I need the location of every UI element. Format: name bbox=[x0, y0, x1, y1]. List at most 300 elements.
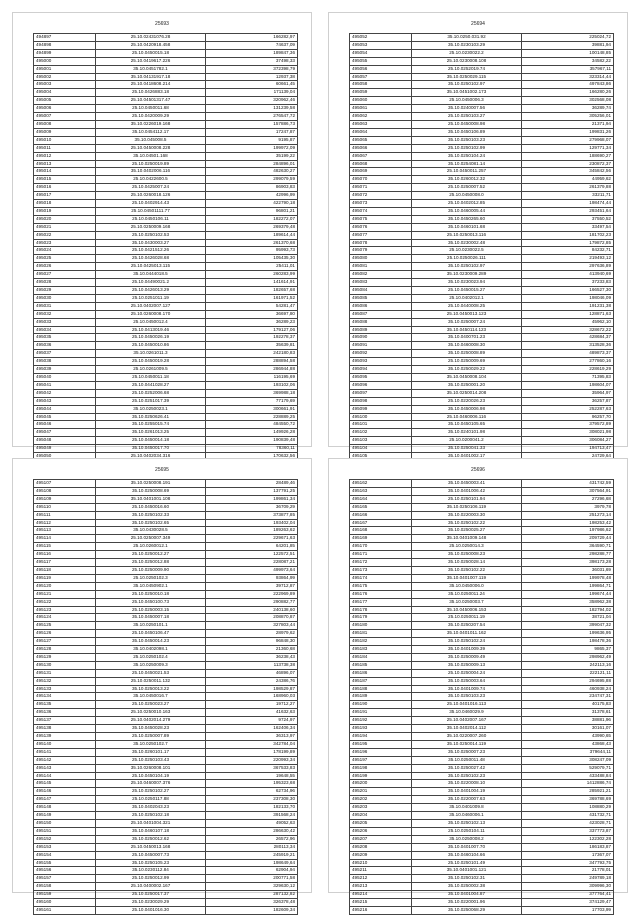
table-row bbox=[350, 397, 614, 405]
amount-cell: 198529,87 bbox=[206, 685, 298, 693]
row-number-cell: 495206 bbox=[350, 827, 412, 835]
amount-cell: 242180,83 bbox=[206, 350, 298, 358]
amount-cell: 42996,99 bbox=[206, 192, 298, 200]
table-row bbox=[350, 812, 614, 820]
account-code-cell: 25.10.0250007.52 bbox=[412, 184, 522, 192]
amount-cell: 391568,24 bbox=[206, 812, 298, 820]
page-header: 25694 bbox=[471, 21, 485, 27]
table-row bbox=[34, 73, 298, 81]
amount-cell: 398173,28 bbox=[522, 559, 614, 567]
table-row bbox=[350, 263, 614, 271]
table-row bbox=[350, 693, 614, 701]
account-code-cell: 35.10.0261011.3 bbox=[96, 350, 206, 358]
row-number-cell: 495161 bbox=[34, 906, 96, 914]
amount-cell: 198253,42 bbox=[522, 519, 614, 527]
table-row bbox=[350, 405, 614, 413]
row-number-cell: 495159 bbox=[34, 891, 96, 899]
page-header: 25696 bbox=[471, 467, 485, 473]
row-number-cell: 495201 bbox=[350, 788, 412, 796]
amount-cell: 17367,07 bbox=[522, 851, 614, 859]
row-number-cell: 495103 bbox=[350, 437, 412, 445]
table-row bbox=[350, 358, 614, 366]
account-code-cell: 35.10.0250007.23 bbox=[412, 748, 522, 756]
table-row bbox=[34, 81, 298, 89]
row-number-cell: 495185 bbox=[350, 661, 412, 669]
row-number-cell: 495099 bbox=[350, 405, 412, 413]
row-number-cell: 495054 bbox=[350, 49, 412, 57]
account-code-cell: 25.10.0250102.3 bbox=[96, 574, 206, 582]
table-row bbox=[34, 437, 298, 445]
amount-cell: 276547,72 bbox=[206, 113, 298, 121]
row-number-cell: 495196 bbox=[350, 748, 412, 756]
account-code-cell: 35.10.0402098.1 bbox=[96, 646, 206, 654]
amount-cell: 36257,87 bbox=[522, 397, 614, 405]
amount-cell: 78360,11 bbox=[206, 445, 298, 453]
table-row bbox=[350, 891, 614, 899]
amount-cell: 237308,30 bbox=[206, 796, 298, 804]
account-code-cell: 35.10.0220003.30 bbox=[412, 511, 522, 519]
amount-cell: 131239,58 bbox=[206, 105, 298, 113]
amount-cell: 297636,89 bbox=[522, 263, 614, 271]
amount-cell: 242113,16 bbox=[522, 661, 614, 669]
account-code-cell: 25.10.0250104.11 bbox=[412, 827, 522, 835]
amount-cell: 302568,08 bbox=[522, 97, 614, 105]
row-number-cell: 495188 bbox=[350, 685, 412, 693]
row-number-cell: 495064 bbox=[350, 128, 412, 136]
row-number-cell: 495040 bbox=[34, 373, 96, 381]
row-number-cell: 495096 bbox=[350, 381, 412, 389]
row-number-cell: 495001 bbox=[34, 65, 96, 73]
account-code-cell: 35.10.0250029.115 bbox=[412, 73, 522, 81]
table-row bbox=[350, 827, 614, 835]
account-code-cell: 35.10.04131917.18 bbox=[96, 73, 206, 81]
amount-cell: 326378,48 bbox=[206, 899, 298, 907]
table-row bbox=[34, 646, 298, 654]
account-code-cell: 35.10.0250207.54 bbox=[412, 622, 522, 630]
table-row bbox=[350, 661, 614, 669]
table-row bbox=[34, 239, 298, 247]
account-code-cell: 25.10.0401016.30 bbox=[96, 906, 206, 914]
table-row bbox=[350, 310, 614, 318]
row-number-cell: 495120 bbox=[34, 582, 96, 590]
amount-cell: 24386,76 bbox=[206, 677, 298, 685]
account-code-cell: 25.10.0250004.24 bbox=[412, 669, 522, 677]
account-code-cell: 25.10.0230022.2 bbox=[412, 49, 522, 57]
amount-cell: 17703,99 bbox=[522, 906, 614, 914]
amount-cell: 39881,94 bbox=[522, 41, 614, 49]
account-code-cell: 35.10.0401006.42 bbox=[412, 487, 522, 495]
table-row bbox=[350, 527, 614, 535]
row-number-cell: 495088 bbox=[350, 318, 412, 326]
row-number-cell: 495152 bbox=[34, 835, 96, 843]
table-row bbox=[350, 899, 614, 907]
amount-cell: 489873,37 bbox=[522, 350, 614, 358]
table-row bbox=[34, 590, 298, 598]
amount-cell: 308021,98 bbox=[522, 429, 614, 437]
row-number-cell: 495176 bbox=[350, 590, 412, 598]
table-row bbox=[34, 709, 298, 717]
account-code-cell: 25.10.0402012.85 bbox=[412, 200, 522, 208]
account-code-cell: 35.10.0230103.29 bbox=[412, 41, 522, 49]
account-code-cell: 25.10.0250102.4 bbox=[96, 653, 206, 661]
row-number-cell: 495045 bbox=[34, 413, 96, 421]
table-row bbox=[350, 89, 614, 97]
table-row bbox=[350, 551, 614, 559]
row-number-cell: 495048 bbox=[34, 437, 96, 445]
account-code-cell: 25.10.0260018.126 bbox=[96, 192, 206, 200]
account-code-cell: 25.10.0450104.19 bbox=[96, 772, 206, 780]
row-number-cell: 495148 bbox=[34, 804, 96, 812]
account-code-cell: 35.10.0450006.0 bbox=[412, 582, 522, 590]
amount-cell: 35964,97 bbox=[522, 389, 614, 397]
amount-cell: 122572,51 bbox=[206, 551, 298, 559]
account-code-cell: 25.10.0450106.11 bbox=[96, 215, 206, 223]
row-number-cell: 495216 bbox=[350, 906, 412, 914]
row-number-cell: 495158 bbox=[34, 883, 96, 891]
row-number-cell: 495109 bbox=[34, 495, 96, 503]
amount-cell: 279968,07 bbox=[522, 136, 614, 144]
table-row bbox=[34, 358, 298, 366]
account-code-cell: 25.10.0425007.24 bbox=[96, 184, 206, 192]
row-number-cell: 495041 bbox=[34, 381, 96, 389]
account-code-cell: 35.10.0226019.168 bbox=[96, 120, 206, 128]
row-number-cell: 495210 bbox=[350, 859, 412, 867]
row-number-cell: 495021 bbox=[34, 223, 96, 231]
amount-cell: 3979,78 bbox=[522, 503, 614, 511]
amount-cell: 191231,38 bbox=[522, 302, 614, 310]
row-number-cell: 495211 bbox=[350, 867, 412, 875]
amount-cell: 529079,71 bbox=[522, 764, 614, 772]
row-number-cell: 495105 bbox=[350, 453, 412, 461]
amount-cell: 261379,88 bbox=[522, 184, 614, 192]
row-number-cell: 495117 bbox=[34, 559, 96, 567]
amount-cell: 373877,85 bbox=[206, 511, 298, 519]
amount-cell: 25411,01 bbox=[206, 263, 298, 271]
table-row bbox=[34, 105, 298, 113]
table-row bbox=[34, 144, 298, 152]
amount-cell: 228619,29 bbox=[522, 366, 614, 374]
row-number-cell: 495204 bbox=[350, 812, 412, 820]
row-number-cell: 495170 bbox=[350, 543, 412, 551]
table-row bbox=[350, 764, 614, 772]
account-code-cell: 25.10.0450013.123 bbox=[412, 310, 522, 318]
account-code-cell: 35.10.0250009.49 bbox=[412, 653, 522, 661]
account-code-cell: 35.10.0454112.17 bbox=[96, 128, 206, 136]
row-number-cell: 495100 bbox=[350, 413, 412, 421]
amount-cell: 305256,01 bbox=[522, 113, 614, 121]
row-number-cell: 495035 bbox=[34, 334, 96, 342]
row-number-cell: 495112 bbox=[34, 519, 96, 527]
amount-cell: 181702,23 bbox=[522, 231, 614, 239]
account-code-cell: 25.10.0250102.99 bbox=[412, 144, 522, 152]
table-row bbox=[34, 263, 298, 271]
table-row bbox=[34, 685, 298, 693]
amount-cell: 105435,30 bbox=[206, 255, 298, 263]
table-row bbox=[34, 559, 298, 567]
amount-cell: 399047,32 bbox=[522, 622, 614, 630]
table-row bbox=[34, 772, 298, 780]
account-code-cell: 35.10.0254081.14 bbox=[412, 160, 522, 168]
row-number-cell: 495175 bbox=[350, 582, 412, 590]
amount-cell: 108880,29 bbox=[522, 804, 614, 812]
amount-cell: 199978,48 bbox=[522, 574, 614, 582]
row-number-cell: 495145 bbox=[34, 780, 96, 788]
account-code-cell: 35.10.0250102.7 bbox=[96, 740, 206, 748]
row-number-cell: 495043 bbox=[34, 397, 96, 405]
account-code-cell: 35.10.0250101.1 bbox=[96, 622, 206, 630]
amount-cell: 285921,21 bbox=[522, 788, 614, 796]
row-number-cell: 495052 bbox=[350, 34, 412, 42]
account-code-cell: 35.10.0402006.116 bbox=[96, 168, 206, 176]
amount-cell: 199972,09 bbox=[206, 144, 298, 152]
account-code-cell: 35.10.0250013.22 bbox=[96, 685, 206, 693]
row-number-cell: 495146 bbox=[34, 788, 96, 796]
amount-cell: 84232,71 bbox=[522, 247, 614, 255]
table-row bbox=[350, 867, 614, 875]
row-number-cell: 495030 bbox=[34, 294, 96, 302]
amount-cell: 171139,04 bbox=[206, 89, 298, 97]
row-number-cell: 495125 bbox=[34, 622, 96, 630]
account-code-cell: 25.10.0426883.18 bbox=[96, 89, 206, 97]
table-row bbox=[350, 128, 614, 136]
amount-cell: 74637,09 bbox=[206, 41, 298, 49]
amount-cell: 190839,48 bbox=[206, 437, 298, 445]
account-code-cell: 25.10.0260012.1 bbox=[96, 543, 206, 551]
account-code-cell: 35.10.0250102.31 bbox=[412, 875, 522, 883]
account-code-cell: 25.10.0420009.29 bbox=[96, 113, 206, 121]
amount-cell: 9195,87 bbox=[206, 136, 298, 144]
amount-cell: 298962,49 bbox=[522, 653, 614, 661]
table-row bbox=[34, 819, 298, 827]
amount-cell: 377764,41 bbox=[522, 891, 614, 899]
account-code-cell: 35.10.0401009.8 bbox=[412, 804, 522, 812]
table-row bbox=[350, 796, 614, 804]
row-number-cell: 495192 bbox=[350, 717, 412, 725]
table-row bbox=[34, 326, 298, 334]
amount-cell: 24729,64 bbox=[522, 453, 614, 461]
account-code-cell: 25.10.0230022.5 bbox=[412, 247, 522, 255]
amount-cell: 251273,14 bbox=[522, 511, 614, 519]
amount-cell: 222121,11 bbox=[522, 669, 614, 677]
amount-cell: 12937,38 bbox=[206, 73, 298, 81]
table-row bbox=[34, 49, 298, 57]
table-row bbox=[34, 279, 298, 287]
amount-cell: 28489,46 bbox=[206, 480, 298, 488]
row-number-cell: 495141 bbox=[34, 748, 96, 756]
account-code-cell: 25.10.0450008.228 bbox=[96, 144, 206, 152]
table-row bbox=[34, 176, 298, 184]
amount-cell: 182794,02 bbox=[522, 606, 614, 614]
row-number-cell: 495098 bbox=[350, 397, 412, 405]
amount-cell: 347793,75 bbox=[522, 859, 614, 867]
amount-cell: 45962,10 bbox=[522, 318, 614, 326]
row-number-cell: 495160 bbox=[34, 899, 96, 907]
row-number-cell: 495074 bbox=[350, 207, 412, 215]
account-code-cell: 25.10.0200041.2 bbox=[412, 437, 522, 445]
amount-cell: 342784,04 bbox=[206, 740, 298, 748]
account-code-cell: 35.10.0401011.162 bbox=[412, 630, 522, 638]
account-code-cell: 25.10.0440008.25 bbox=[412, 302, 522, 310]
account-code-cell: 35.10.0260012.32 bbox=[412, 176, 522, 184]
row-number-cell: 495168 bbox=[350, 527, 412, 535]
amount-cell: 198478,36 bbox=[522, 638, 614, 646]
amount-cell: 288894,58 bbox=[206, 358, 298, 366]
table-row bbox=[34, 606, 298, 614]
account-code-cell: 35.10.0250626.41 bbox=[96, 413, 206, 421]
table-row bbox=[350, 342, 614, 350]
row-number-cell: 495023 bbox=[34, 239, 96, 247]
table-row bbox=[350, 819, 614, 827]
table-row bbox=[34, 899, 298, 907]
table-row bbox=[350, 638, 614, 646]
table-row bbox=[34, 97, 298, 105]
row-number-cell: 495076 bbox=[350, 223, 412, 231]
row-number-cell: 495014 bbox=[34, 168, 96, 176]
row-number-cell: 495197 bbox=[350, 756, 412, 764]
account-code-cell: 25.10.0230008.108 bbox=[412, 57, 522, 65]
account-code-cell: 25.10.0260008.170 bbox=[96, 310, 206, 318]
row-number-cell: 495067 bbox=[350, 152, 412, 160]
table-row bbox=[350, 81, 614, 89]
row-number-cell: 495184 bbox=[350, 653, 412, 661]
account-code-cell: 25.10.0250010.163 bbox=[96, 709, 206, 717]
account-code-cell: 35.10.0220001.96 bbox=[412, 899, 522, 907]
account-code-cell: 25.10.0450010.86 bbox=[96, 342, 206, 350]
row-number-cell: 495138 bbox=[34, 725, 96, 733]
row-number-cell: 495058 bbox=[350, 81, 412, 89]
amount-cell: 189847,36 bbox=[206, 49, 298, 57]
row-number-cell: 495056 bbox=[350, 65, 412, 73]
row-number-cell: 495077 bbox=[350, 231, 412, 239]
row-number-cell: 494898 bbox=[34, 41, 96, 49]
account-code-cell: 25.10.0450014.18 bbox=[96, 437, 206, 445]
row-number-cell: 495140 bbox=[34, 740, 96, 748]
row-number-cell: 495038 bbox=[34, 358, 96, 366]
table-row bbox=[34, 725, 298, 733]
amount-cell: 157886,73 bbox=[206, 120, 298, 128]
amount-cell: 195323,68 bbox=[206, 780, 298, 788]
table-row bbox=[34, 535, 298, 543]
row-number-cell: 495130 bbox=[34, 661, 96, 669]
amount-cell: 413940,69 bbox=[522, 271, 614, 279]
table-row bbox=[34, 717, 298, 725]
row-number-cell: 495086 bbox=[350, 302, 412, 310]
account-code-cell: 25.10.0250101.49 bbox=[412, 859, 522, 867]
row-number-cell: 495164 bbox=[350, 495, 412, 503]
table-row bbox=[34, 511, 298, 519]
account-code-cell: 35.10.0250001.20 bbox=[412, 381, 522, 389]
account-code-cell: 25.10.0402007.167 bbox=[412, 717, 522, 725]
table-row bbox=[34, 614, 298, 622]
account-code-cell: 25.10.0250101.94 bbox=[412, 495, 522, 503]
table-row bbox=[34, 527, 298, 535]
row-number-cell: 495019 bbox=[34, 207, 96, 215]
account-code-cell: 25.10.0402007.127 bbox=[96, 302, 206, 310]
row-number-cell: 495055 bbox=[350, 57, 412, 65]
row-number-cell: 495085 bbox=[350, 294, 412, 302]
table-row bbox=[34, 883, 298, 891]
account-code-cell: 35.10.0250023.1 bbox=[96, 405, 206, 413]
table-row bbox=[34, 184, 298, 192]
row-number-cell: 495068 bbox=[350, 160, 412, 168]
amount-cell: 199831,26 bbox=[522, 128, 614, 136]
amount-cell: 189614,44 bbox=[206, 231, 298, 239]
row-number-cell: 495101 bbox=[350, 421, 412, 429]
table-row bbox=[34, 128, 298, 136]
row-number-cell: 495115 bbox=[34, 543, 96, 551]
amount-cell: 35199,22 bbox=[206, 152, 298, 160]
account-code-cell: 35.10.0450003.41 bbox=[412, 480, 522, 488]
ledger-table bbox=[349, 33, 614, 469]
row-number-cell: 495144 bbox=[34, 772, 96, 780]
table-row bbox=[34, 215, 298, 223]
account-code-cell: 35.10.0250027.42 bbox=[412, 764, 522, 772]
account-code-cell: 25.10.0426013.29 bbox=[96, 287, 206, 295]
account-code-cell: 35.10.0240101.98 bbox=[412, 429, 522, 437]
account-code-cell: 25.10.0450026.19 bbox=[96, 334, 206, 342]
account-code-cell: 35.10.0450006.153 bbox=[412, 606, 522, 614]
account-code-cell: 35.10.0250103.23 bbox=[412, 693, 522, 701]
amount-cell: 19712,27 bbox=[206, 701, 298, 709]
table-row bbox=[350, 184, 614, 192]
account-code-cell: 25.10.0460006.116 bbox=[412, 413, 522, 421]
row-number-cell: 495174 bbox=[350, 574, 412, 582]
table-row bbox=[350, 294, 614, 302]
table-row bbox=[34, 748, 298, 756]
table-row bbox=[350, 350, 614, 358]
row-number-cell: 495199 bbox=[350, 772, 412, 780]
row-number-cell: 495114 bbox=[34, 535, 96, 543]
account-code-cell: 25.10.0413019.46 bbox=[96, 326, 206, 334]
table-row bbox=[350, 788, 614, 796]
table-row bbox=[350, 582, 614, 590]
table-row bbox=[34, 373, 298, 381]
row-number-cell: 495003 bbox=[34, 81, 96, 89]
account-code-cell: 35.10.0450017.70 bbox=[96, 445, 206, 453]
table-row bbox=[34, 405, 298, 413]
amount-cell: 95993,73 bbox=[206, 247, 298, 255]
table-row bbox=[350, 120, 614, 128]
table-row bbox=[34, 677, 298, 685]
account-code-cell: 35.10.0250102.65 bbox=[96, 519, 206, 527]
account-code-cell: 25.10.0250102.27 bbox=[96, 788, 206, 796]
table-row bbox=[34, 89, 298, 97]
amount-cell: 1412886,74 bbox=[522, 780, 614, 788]
table-row bbox=[350, 34, 614, 42]
amount-cell: 323314,44 bbox=[522, 73, 614, 81]
sheet-page-3 bbox=[12, 458, 312, 912]
account-code-cell: 25.10.0401016.113 bbox=[412, 701, 522, 709]
account-code-cell: 35.10.0460005.44 bbox=[412, 207, 522, 215]
account-code-cell: 35.10.0255015.74 bbox=[96, 421, 206, 429]
table-row bbox=[34, 827, 298, 835]
amount-cell: 252287,63 bbox=[522, 405, 614, 413]
amount-cell: 379572,89 bbox=[522, 421, 614, 429]
amount-cell: 40175,83 bbox=[522, 701, 614, 709]
amount-cell: 86903,83 bbox=[206, 184, 298, 192]
table-row bbox=[34, 366, 298, 374]
table-row bbox=[34, 41, 298, 49]
amount-cell: 62734,96 bbox=[206, 788, 298, 796]
row-number-cell: 495062 bbox=[350, 113, 412, 121]
row-number-cell: 495165 bbox=[350, 503, 412, 511]
table-row bbox=[34, 906, 298, 914]
row-number-cell: 494897 bbox=[34, 34, 96, 42]
amount-cell: 230872,37 bbox=[522, 160, 614, 168]
account-code-cell: 35.10.0250105.23 bbox=[96, 859, 206, 867]
row-number-cell: 495018 bbox=[34, 200, 96, 208]
amount-cell: 428684,37 bbox=[522, 334, 614, 342]
